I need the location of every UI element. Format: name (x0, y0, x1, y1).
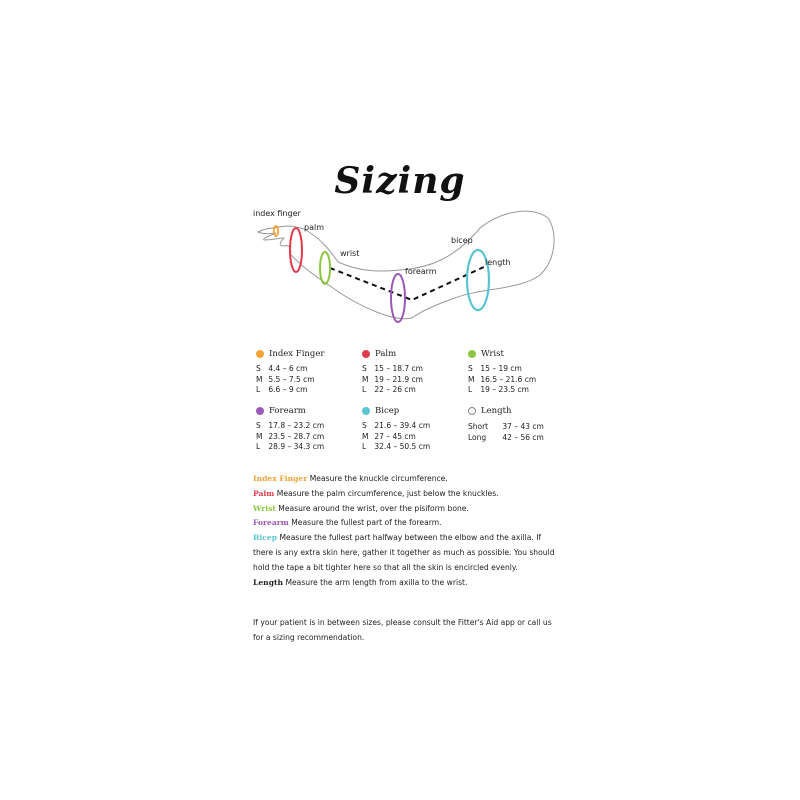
size-block-forearm (256, 406, 366, 453)
size-heading-palm: Palm (375, 349, 397, 359)
size-row: S 21.6 – 39.4 cm (362, 421, 431, 430)
instruction-palm: Palm Measure the palm circumference, just below the knuckles. (253, 488, 499, 498)
size-row: L 22 – 26 cm (362, 385, 416, 394)
wrist-dot (468, 350, 476, 358)
size-row: Short 37 – 43 cm (468, 422, 544, 431)
instruction-bicep: Bicep Measure the fullest part halfway between the elbow and the axilla. If there is any extra skin here, gather it together as much as possible. You should hold the tape a bit tighter here so that all the skin is encircled evenly. (253, 533, 555, 572)
size-heading-bicep: Bicep (375, 406, 400, 416)
forearm-ring (391, 274, 405, 322)
size-row: M 5.5 – 7.5 cm (256, 374, 315, 384)
size-row: S 17.8 – 23.2 cm (256, 421, 325, 430)
instruction-wrist: Wrist Measure around the wrist, over the pisiform bone. (253, 503, 469, 513)
size-row: M 27 – 45 cm (362, 431, 416, 441)
size-block-index-finger (256, 349, 366, 396)
label-wrist: wrist (340, 249, 360, 258)
size-row: M 23.5 – 28.7 cm (256, 431, 325, 441)
size-row: L 32.4 – 50.5 cm (362, 442, 431, 451)
size-row: S 4.4 – 6 cm (256, 364, 308, 373)
sizing-note: If your patient is in between sizes, please consult the Fitter's Aid app or call us for a sizing recommendation. (253, 618, 552, 642)
size-heading-wrist: Wrist (481, 349, 504, 359)
size-row: L 19 – 23.5 cm (468, 385, 529, 394)
label-length: length (485, 258, 511, 267)
size-block-wrist (468, 349, 578, 396)
label-palm: palm (304, 223, 324, 232)
label-bicep: bicep (451, 236, 473, 245)
instruction-index-finger: Index Finger Measure the knuckle circumference. (253, 474, 448, 483)
size-block-bicep (362, 406, 472, 453)
instruction-length: Length Measure the arm length from axilla to the wrist. (253, 577, 468, 587)
size-row: Long 42 – 56 cm (468, 432, 544, 442)
forearm-dot (256, 407, 264, 415)
bicep-dot (362, 407, 370, 415)
label-index-finger: index finger (253, 209, 301, 218)
size-heading-length: Length (481, 406, 512, 416)
size-row: L 6.6 – 9 cm (256, 385, 308, 394)
size-block-length (468, 406, 578, 443)
size-heading-index-finger: Index Finger (269, 349, 325, 359)
page-title: Sizing (334, 160, 466, 202)
size-row: L 28.9 – 34.3 cm (256, 442, 325, 451)
index-finger-dot (256, 350, 264, 358)
label-forearm: forearm (405, 267, 437, 276)
palm-dot (362, 350, 370, 358)
measurement-instructions (253, 472, 563, 590)
size-row: M 16.5 – 21.6 cm (468, 374, 537, 384)
size-row: S 15 – 19 cm (468, 364, 522, 373)
instruction-forearm: Forearm Measure the fullest part of the forearm. (253, 518, 442, 528)
hand-outline (258, 226, 304, 254)
size-block-palm (362, 349, 472, 396)
size-heading-forearm: Forearm (269, 406, 306, 416)
length-dot (468, 407, 476, 415)
wrist-ring (320, 252, 330, 284)
palm-ring (290, 228, 302, 272)
size-row: S 15 – 18.7 cm (362, 364, 423, 373)
size-row: M 19 – 21.9 cm (362, 374, 423, 384)
